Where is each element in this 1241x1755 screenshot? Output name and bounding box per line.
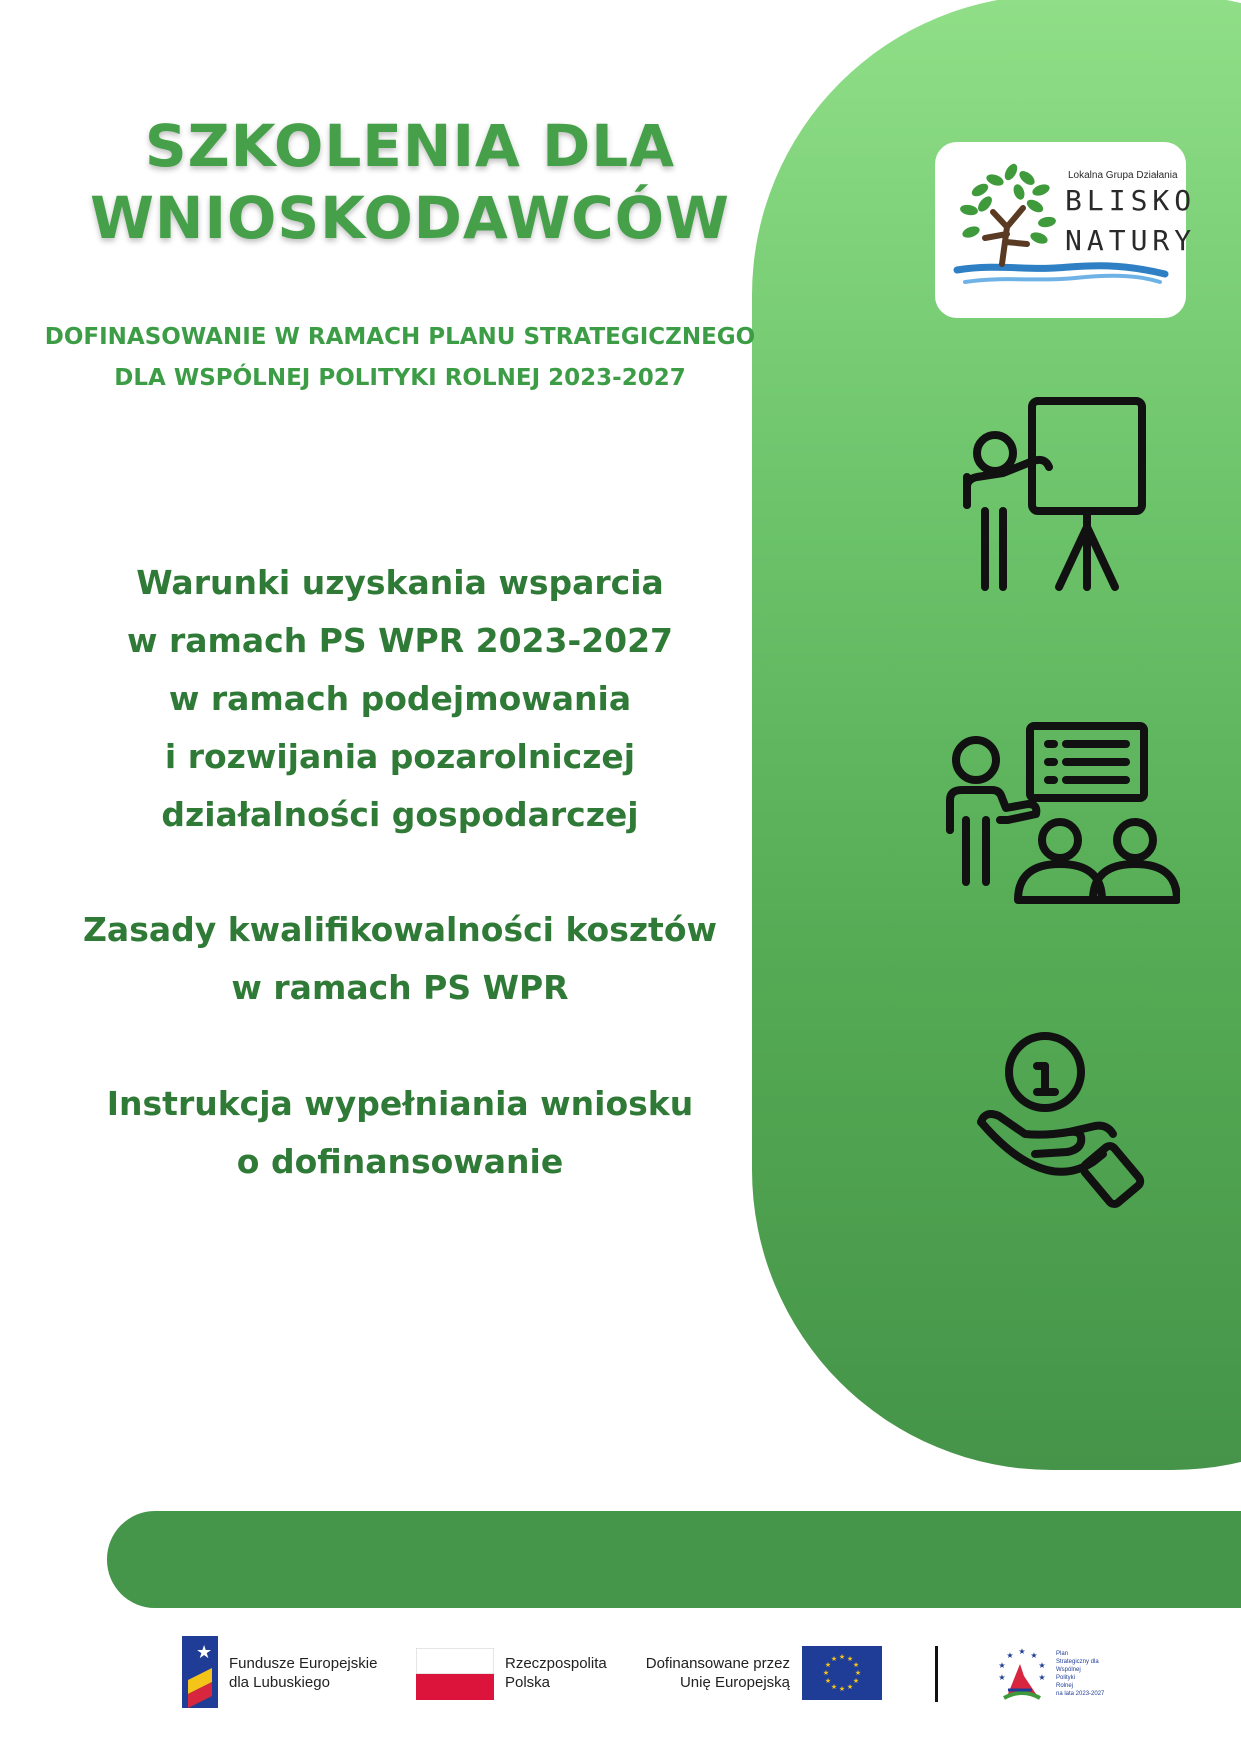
rp-line1: Rzeczpospolita [505, 1655, 607, 1672]
svg-text:★: ★ [822, 1669, 830, 1677]
ps-line2: Strategiczny dla [1056, 1659, 1099, 1665]
topic-1-line4: i rozwijania pozarolniczej [164, 737, 636, 776]
logo-text-natury: NATURY [1065, 224, 1197, 257]
svg-text:★: ★ [830, 1655, 838, 1663]
ps-line6: na lata 2023-2027 [1056, 1691, 1105, 1697]
svg-text:★: ★ [998, 1661, 1006, 1670]
fe-line1: Fundusze Europejskie [229, 1655, 378, 1672]
page-title-line2: WNIOSKODAWCÓW [89, 184, 731, 252]
svg-text:★: ★ [1030, 1651, 1038, 1660]
svg-text:★: ★ [838, 1685, 846, 1693]
poland-flag-icon [416, 1648, 494, 1700]
eu-line2: Unię Europejską [679, 1674, 790, 1691]
subtitle-line1: DOFINASOWANIE W RAMACH PLANU STRATEGICZNEGO [44, 324, 756, 350]
topic-1-line1: Warunki uzyskania wsparcia [136, 563, 664, 602]
svg-text:★: ★ [1038, 1661, 1046, 1670]
svg-text:★: ★ [830, 1683, 838, 1691]
topic-2-line2: w ramach PS WPR [231, 968, 569, 1007]
topic-1-line3: w ramach podejmowania [168, 679, 632, 718]
svg-text:★: ★ [852, 1661, 860, 1669]
logo-small-text: Lokalna Grupa Działania [1068, 170, 1178, 181]
svg-text:★: ★ [196, 1642, 213, 1663]
topic-3-line1: Instrukcja wypełniania wniosku [106, 1084, 694, 1123]
svg-text:★: ★ [998, 1673, 1006, 1682]
classroom-audience-icon [940, 720, 1180, 910]
svg-text:★: ★ [1018, 1647, 1026, 1656]
ps-line3: Wspólnej [1056, 1667, 1081, 1673]
ps-line1: Plan [1056, 1651, 1069, 1657]
topic-1-line5: działalności gospodarczej [161, 795, 639, 834]
ps-wpr-logo-icon [994, 1644, 1050, 1704]
svg-text:★: ★ [824, 1677, 832, 1685]
svg-text:★: ★ [838, 1653, 846, 1661]
eu-flag-icon [802, 1646, 882, 1700]
svg-text:★: ★ [824, 1661, 832, 1669]
lgd-logo [935, 142, 1197, 318]
topic-1-line2: w ramach PS WPR 2023-2027 [126, 621, 674, 660]
presentation-board-icon [955, 395, 1175, 600]
topic-3-line2: o dofinansowanie [236, 1142, 564, 1181]
topic-2-line1: Zasady kwalifikowalności kosztów [83, 910, 717, 949]
svg-text:★: ★ [852, 1677, 860, 1685]
ps-wpr-text [1056, 1650, 1104, 1698]
logo-text-blisko: BLISKO [1065, 184, 1197, 217]
subtitle-line2: DLA WSPÓLNEJ POLITYKI ROLNEJ 2023-2027 [114, 365, 686, 391]
footer-divider [935, 1646, 938, 1702]
ps-line4: Polityki [1056, 1675, 1076, 1681]
fe-line2: dla Lubuskiego [229, 1674, 330, 1691]
svg-text:★: ★ [846, 1683, 854, 1691]
eu-funds-flag-icon [182, 1636, 218, 1708]
svg-text:★: ★ [854, 1669, 862, 1677]
rp-line2: Polska [505, 1674, 551, 1691]
ps-line5: Rolnej [1056, 1683, 1074, 1689]
svg-text:★: ★ [1006, 1651, 1014, 1660]
svg-text:★: ★ [846, 1655, 854, 1663]
page-title-line1: SZKOLENIA DLA [144, 112, 676, 180]
bottom-green-bar [107, 1511, 1241, 1608]
info-hand-icon [975, 1030, 1155, 1215]
footer-logos [0, 1630, 1241, 1730]
svg-text:★: ★ [1038, 1673, 1046, 1682]
eu-line1: Dofinansowane przez [645, 1655, 790, 1672]
